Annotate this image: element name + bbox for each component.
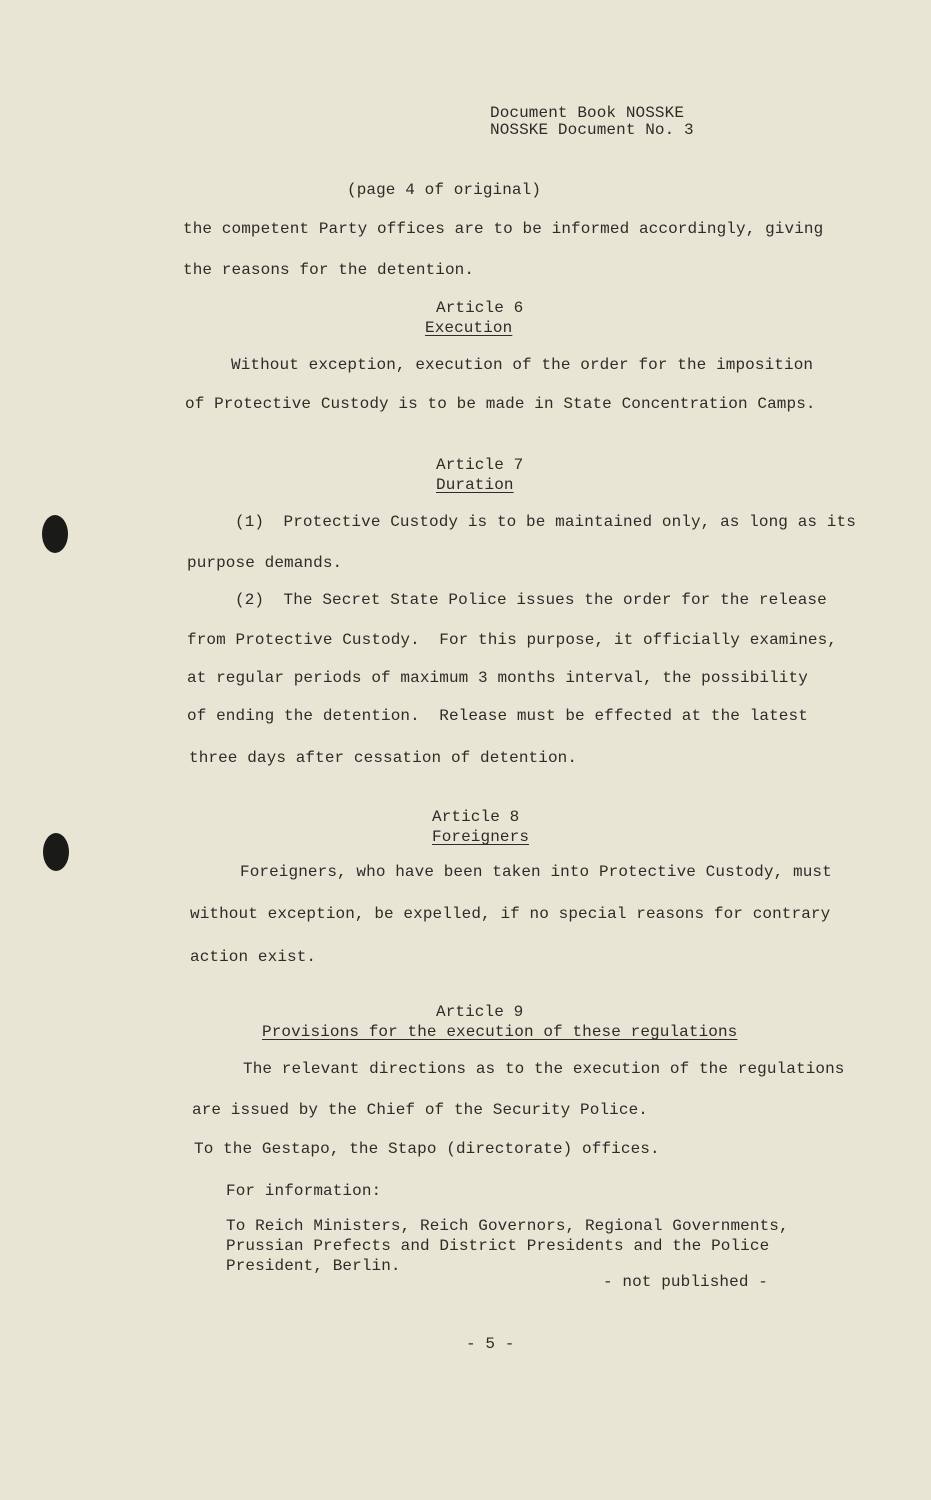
body-line: of Protective Custody is to be made in State Concentration Camps.: [185, 395, 816, 413]
distribution-line: Prussian Prefects and District Presidents and the Police: [226, 1237, 770, 1255]
article-heading: Article 6: [436, 299, 524, 317]
body-line: Without exception, execution of the order for the imposition: [231, 356, 814, 374]
article-heading: Article 8: [432, 808, 520, 826]
page-note: (page 4 of original): [347, 181, 542, 199]
body-line: at regular periods of maximum 3 months interval, the possibility: [187, 669, 808, 687]
body-line: without exception, be expelled, if no special reasons for contrary: [190, 905, 831, 923]
punch-hole-bottom: [43, 833, 69, 871]
body-line: For information:: [226, 1182, 382, 1200]
body-line: the competent Party offices are to be informed accordingly, giving: [183, 220, 824, 238]
page-number: - 5 -: [466, 1335, 515, 1353]
body-line: of ending the detention. Release must be effected at the latest: [187, 707, 808, 725]
article-title: Provisions for the execution of these regulations: [262, 1023, 738, 1041]
body-line: purpose demands.: [187, 554, 343, 572]
body-line: Foreigners, who have been taken into Protective Custody, must: [240, 863, 832, 881]
header-doc-no: NOSSKE Document No. 3: [490, 121, 694, 139]
distribution-line: To Reich Ministers, Reich Governors, Regional Governments,: [226, 1217, 789, 1235]
punch-hole-top: [42, 515, 68, 553]
article-title: Duration: [436, 476, 514, 494]
header-book: Document Book NOSSKE: [490, 104, 685, 122]
body-line: are issued by the Chief of the Security Police.: [192, 1101, 648, 1119]
article-heading: Article 9: [436, 1003, 524, 1021]
body-line: (1) Protective Custody is to be maintained only, as long as its: [235, 513, 856, 531]
body-line: The relevant directions as to the execution of the regulations: [243, 1060, 845, 1078]
body-line: the reasons for the detention.: [183, 261, 475, 279]
body-line: action exist.: [190, 948, 317, 966]
body-line: three days after cessation of detention.: [189, 749, 578, 767]
body-line: from Protective Custody. For this purpose, it officially examines,: [187, 631, 838, 649]
body-line: (2) The Secret State Police issues the order for the release: [235, 591, 827, 609]
article-title: Execution: [425, 319, 513, 337]
distribution-line: President, Berlin.: [226, 1257, 401, 1275]
article-heading: Article 7: [436, 456, 524, 474]
article-title: Foreigners: [432, 828, 530, 846]
body-line: To the Gestapo, the Stapo (directorate) offices.: [194, 1140, 660, 1158]
not-published-note: - not published -: [603, 1273, 768, 1291]
